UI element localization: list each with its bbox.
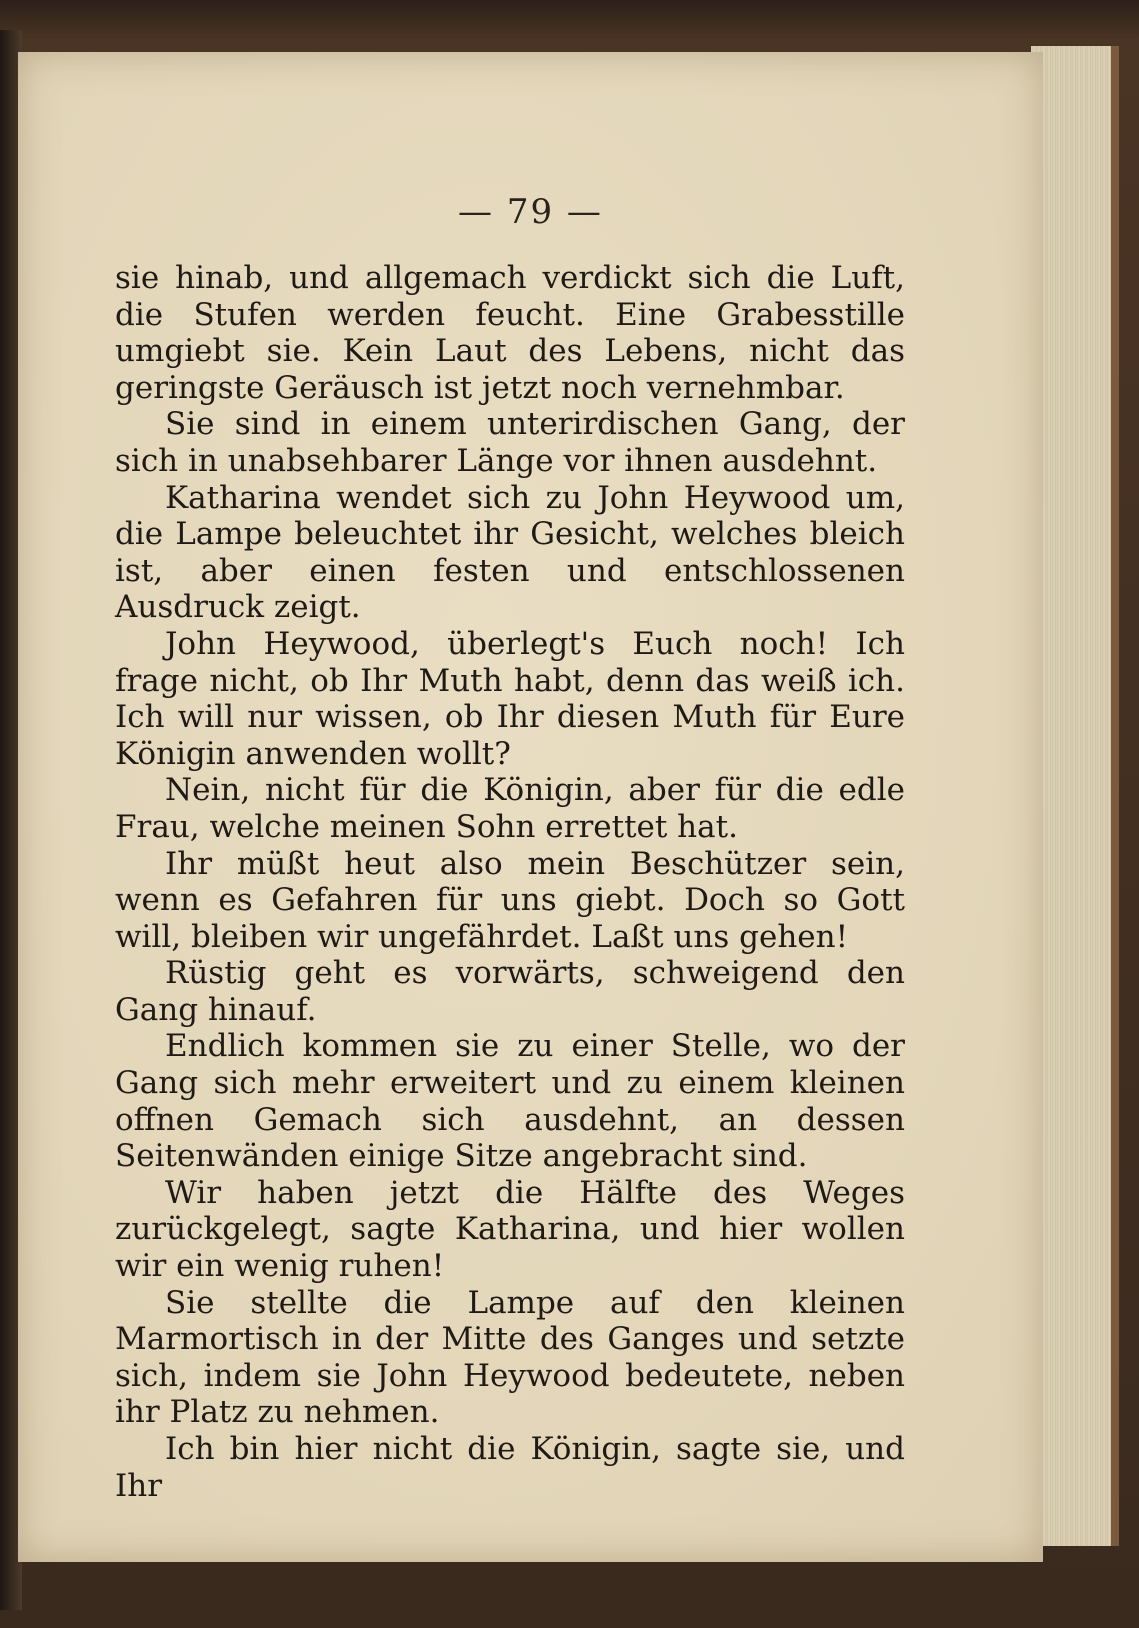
- body-text: [115, 260, 905, 1504]
- paragraph: Sie stellte die Lampe auf den kleinen Marmortisch in der Mitte des Ganges und setzte sich, indem sie John Heywood bedeutete, neben ihr Platz zu nehmen.: [115, 1284, 905, 1431]
- paragraph: Sie sind in einem unterirdischen Gang, der sich in unabsehbarer Länge vor ihnen ausdehnt.: [115, 406, 905, 479]
- paragraph: Wir haben jetzt die Hälfte des Weges zurückgelegt, sagte Katharina, und hier wollen wir ein wenig ruhen!: [115, 1174, 905, 1285]
- paragraph: Ich bin hier nicht die Königin, sagte sie, und Ihr: [115, 1431, 905, 1504]
- paragraph: John Heywood, überlegt's Euch noch! Ich frage nicht, ob Ihr Muth habt, denn das weiß ich. Ich will nur wissen, ob Ihr diesen Muth für Eure Königin anwenden wollt?: [115, 625, 905, 772]
- paragraph: sie hinab, und allgemach verdickt sich die Luft, die Stufen werden feucht. Eine Grabesstille umgiebt sie. Kein Laut des Lebens, nicht das geringste Geräusch ist jetzt noch vernehmbar.: [115, 260, 905, 406]
- paragraph: Nein, nicht für die Königin, aber für die edle Frau, welche meinen Sohn errettet hat.: [115, 772, 905, 845]
- paragraph: Rüstig geht es vorwärts, schweigend den Gang hinauf.: [115, 955, 905, 1028]
- page-number: — 79 —: [458, 192, 603, 232]
- paragraph: Ihr müßt heut also mein Beschützer sein, wenn es Gefahren für uns giebt. Doch so Gott will, bleiben wir ungefährdet. Laßt uns gehen!: [115, 845, 905, 955]
- paragraph: Endlich kommen sie zu einer Stelle, wo der Gang sich mehr erweitert und zu einem kleinen offnen Gemach sich ausdehnt, an dessen Seitenwänden einige Sitze angebracht sind.: [115, 1028, 905, 1175]
- book-page: [18, 52, 1043, 1562]
- page-stack-edge: [1031, 46, 1119, 1546]
- paragraph: Katharina wendet sich zu John Heywood um, die Lampe beleuchtet ihr Gesicht, welches bleich ist, aber einen festen und entschlossenen Ausdruck zeigt.: [115, 479, 905, 626]
